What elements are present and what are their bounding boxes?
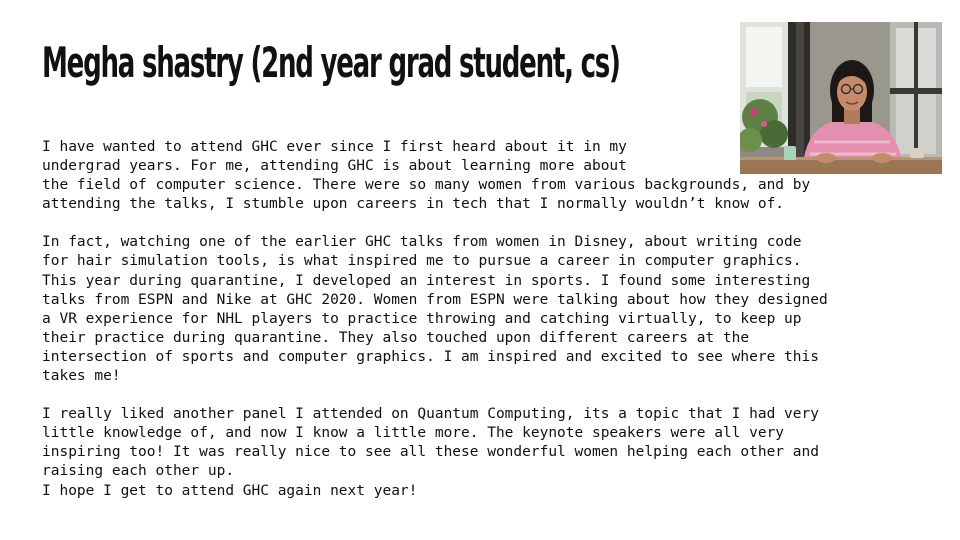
text-line: intersection of sports and computer graphics. I am inspired and excited to see where this bbox=[42, 348, 819, 365]
text-line: I hope I get to attend GHC again next year! bbox=[42, 482, 418, 499]
slide-title: Megha shastry (2nd year grad student, cs) bbox=[42, 38, 620, 87]
text-line: their practice during quarantine. They also touched upon different careers at the bbox=[42, 329, 750, 346]
text-line: attending the talks, I stumble upon careers in tech that I normally wouldn’t know of. bbox=[42, 196, 785, 213]
paragraph-3 bbox=[42, 405, 922, 500]
text-line: raising each other up. bbox=[42, 463, 235, 480]
text-line: I really liked another panel I attended on Quantum Computing, its a topic that I had very bbox=[42, 406, 819, 423]
text-line: little knowledge of, and now I know a little more. The keynote speakers were all very bbox=[42, 425, 785, 442]
slide-body bbox=[42, 138, 922, 501]
text-line: This year during quarantine, I developed an interest in sports. I found some interesting bbox=[42, 272, 811, 289]
text-line: takes me! bbox=[42, 368, 121, 385]
text-line: In fact, watching one of the earlier GHC talks from women in Disney, about writing code bbox=[42, 234, 802, 251]
text-line: the field of computer science. There were so many women from various backgrounds, and by bbox=[42, 177, 811, 194]
text-line: talks from ESPN and Nike at GHC 2020. Women from ESPN were talking about how they designed bbox=[42, 291, 828, 308]
text-line: a VR experience for NHL players to practice throwing and catching virtually, to keep up bbox=[42, 310, 802, 327]
paragraph-2 bbox=[42, 233, 922, 386]
text-line: I have wanted to attend GHC ever since I first heard about it in my bbox=[42, 139, 627, 155]
text-line: undergrad years. For me, attending GHC is about learning more about bbox=[42, 158, 627, 175]
text-line: for hair simulation tools, is what inspired me to pursue a career in computer graphics. bbox=[42, 253, 802, 270]
portrait-photo bbox=[740, 22, 942, 174]
text-line: inspiring too! It was really nice to see all these wonderful women helping each other and bbox=[42, 444, 819, 461]
